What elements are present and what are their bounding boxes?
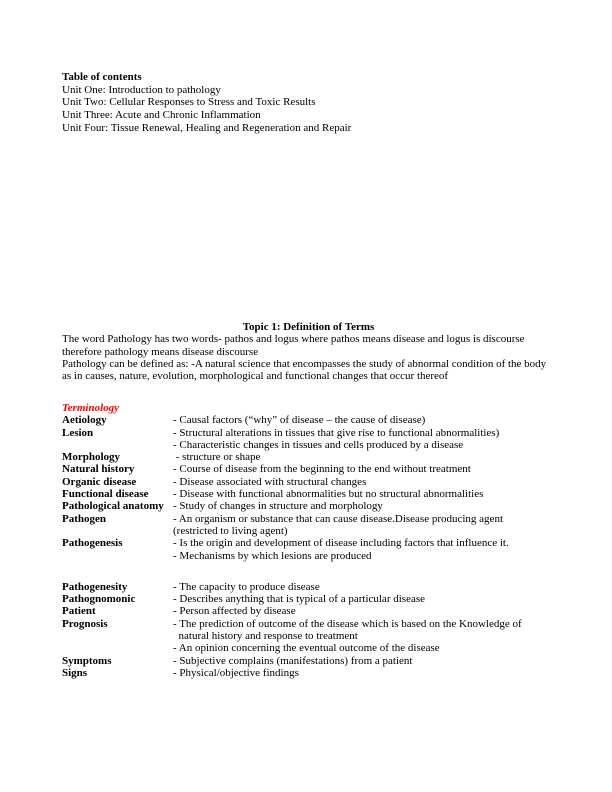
term-row bbox=[62, 451, 562, 463]
term-label: Morphology bbox=[62, 451, 121, 464]
term-label bbox=[62, 630, 173, 642]
term-row bbox=[62, 525, 562, 537]
definition-text: - An opinion concerning the eventual outcome of the disease bbox=[173, 642, 440, 655]
term-label bbox=[62, 642, 173, 654]
definition-text: - Structural alterations in tissues that give rise to functional abnormalities) bbox=[173, 426, 500, 439]
term-label: Pathogenesity bbox=[62, 580, 128, 593]
term-row bbox=[62, 655, 562, 667]
toc-item: Unit Four: Tissue Renewal, Healing and Regeneration and Repair bbox=[62, 121, 352, 134]
term-row bbox=[62, 550, 562, 562]
term-label: Pathological anatomy bbox=[62, 500, 164, 513]
term-label bbox=[62, 439, 173, 451]
term-label: Patient bbox=[62, 605, 96, 618]
definition-text: - Mechanisms by which lesions are produced bbox=[173, 549, 372, 562]
term-row bbox=[62, 618, 562, 630]
definition-text: - Disease with functional abnormalities but no structural abnormalities bbox=[173, 488, 484, 501]
term-label: Pathogen bbox=[62, 512, 106, 525]
term-row bbox=[62, 500, 562, 512]
topic-paragraph: The word Pathology has two words- pathos and logus where pathos means disease and logus is discourse therefore pathology means disease discourse bbox=[62, 333, 525, 358]
topic-heading: Topic 1: Definition of Terms bbox=[242, 321, 375, 333]
term-row bbox=[62, 537, 562, 549]
definition-text: - Is the origin and development of disease including factors that influence it. bbox=[173, 537, 509, 550]
definition-text: natural history and response to treatment bbox=[173, 630, 358, 643]
toc-item: Unit Three: Acute and Chronic Inflammation bbox=[62, 108, 261, 121]
term-row bbox=[62, 605, 562, 617]
definition-text: - The capacity to produce disease bbox=[173, 580, 320, 593]
topic-paragraph: Pathology can be defined as: -A natural science that encompasses the study of abnormal condition of the body as in causes, nature, evolution, morphological and functional changes that occur thereof bbox=[62, 357, 547, 383]
definition-text: - structure or shape bbox=[173, 451, 261, 464]
term-row bbox=[62, 667, 562, 679]
terminology-heading: Terminology bbox=[62, 402, 120, 414]
definition-text: - Person affected by disease bbox=[173, 605, 296, 618]
term-label bbox=[62, 550, 173, 562]
toc-list bbox=[62, 84, 555, 135]
definition-text: (restricted to living agent) bbox=[173, 524, 288, 537]
toc bbox=[62, 71, 555, 134]
term-label: Pathogenesis bbox=[62, 537, 123, 550]
term-row bbox=[62, 581, 562, 593]
topic-section bbox=[62, 321, 555, 382]
group-spacer bbox=[62, 562, 562, 581]
term-row bbox=[62, 463, 562, 475]
term-row bbox=[62, 414, 562, 426]
term-label: Functional disease bbox=[62, 488, 149, 501]
term-row bbox=[62, 427, 562, 439]
definition-text: - Subjective complains (manifestations) from a patient bbox=[173, 654, 413, 667]
term-row bbox=[62, 439, 562, 451]
term-label: Organic disease bbox=[62, 475, 137, 488]
term-row bbox=[62, 513, 562, 525]
toc-item: Unit Two: Cellular Responses to Stress and Toxic Results bbox=[62, 96, 316, 109]
term-row bbox=[62, 488, 562, 500]
term-label: Symptoms bbox=[62, 654, 112, 667]
definition-text: - Disease associated with structural changes bbox=[173, 475, 367, 488]
definition-text: - An organism or substance that can cause disease.Disease producing agent bbox=[173, 512, 503, 525]
term-label: Pathognomonic bbox=[62, 593, 136, 606]
term-row bbox=[62, 630, 562, 642]
definition-text: - The prediction of outcome of the disease which is based on the Knowledge of bbox=[173, 617, 522, 630]
term-label: Lesion bbox=[62, 426, 94, 439]
term-label: Natural history bbox=[62, 463, 135, 476]
definition-text: - Physical/objective findings bbox=[173, 666, 299, 679]
terminology-section bbox=[62, 402, 562, 679]
term-label: Signs bbox=[62, 666, 88, 679]
term-row bbox=[62, 476, 562, 488]
definition-text: - Causal factors (“why” of disease – the cause of disease) bbox=[173, 414, 426, 427]
definition-text: - Study of changes in structure and morphology bbox=[173, 500, 383, 513]
toc-title: Table of contents bbox=[62, 71, 142, 83]
definition-text: - Characteristic changes in tissues and cells produced by a disease bbox=[173, 438, 464, 451]
term-label: Aetiology bbox=[62, 414, 107, 427]
topic-paragraphs bbox=[62, 333, 555, 382]
term-label bbox=[62, 525, 173, 537]
definition-text: - Describes anything that is typical of a particular disease bbox=[173, 593, 425, 606]
definition-text: - Course of disease from the beginning to the end without treatment bbox=[173, 463, 471, 476]
term-row bbox=[62, 593, 562, 605]
term-label: Prognosis bbox=[62, 617, 108, 630]
toc-item: Unit One: Introduction to pathology bbox=[62, 83, 221, 96]
term-row bbox=[62, 642, 562, 654]
terminology-rows bbox=[62, 414, 562, 679]
